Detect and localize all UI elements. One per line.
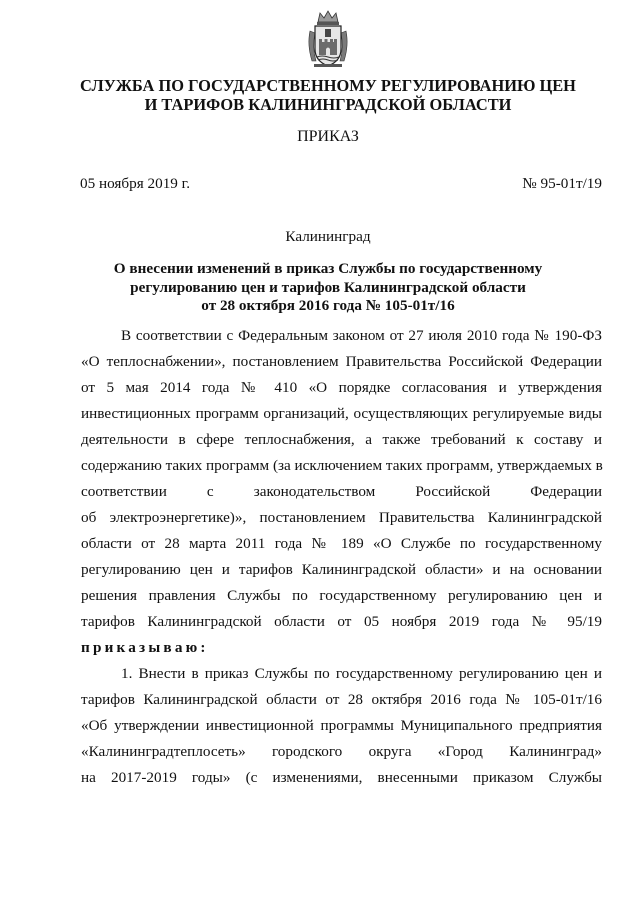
order-number: № 95-01т/19 [522,175,602,192]
preamble-line: регулированию цен и тарифов Калининградской области» и на основании [81,561,602,578]
order-title-line: регулированию цен и тарифов Калининградской области [130,278,526,296]
city-name: Калининград [285,228,371,245]
preamble-line: области от 28 марта 2011 года № 189 «О Службе по государственному [81,535,602,552]
order-body [81,323,602,791]
order-title-line: от 28 октября 2016 года № 105-01т/16 [201,297,455,314]
preamble-line: В соответствии с Федеральным законом от 27 июля 2010 года № 190-ФЗ [121,327,602,344]
organization-title [60,76,596,114]
preamble-line: об электроэнергетике)», постановлением Правительства Калининградской [81,509,602,526]
preamble-line: содержанию таких программ (за исключением таких программ, утверждаемых в [81,457,603,474]
organization-title-line-2: И ТАРИФОВ КАЛИНИНГРАДСКОЙ ОБЛАСТИ [144,95,512,114]
preamble-line: решения правления Службы по государственному регулированию цен и [81,587,602,604]
item-1-line: «Калининградтеплосеть» городского округа «Город Калининград» [81,743,602,760]
item-1-line: 1. Внести в приказ Службы по государственному регулированию цен и [121,665,602,682]
preamble-line: тарифов Калининградской области от 05 ноября 2019 года № 95/19 [81,613,602,630]
date-number-line [80,174,602,194]
item-1-line: тарифов Калининградской области от 28 октября 2016 года № 105-01т/16 [81,691,602,708]
item-1-line: «Об утверждении инвестиционной программы Муниципального предприятия [81,717,602,734]
order-date: 05 ноября 2019 г. [80,175,190,192]
item-1-line: на 2017-2019 годы» (с изменениями, внесенными приказом Службы [81,769,602,786]
preamble-line: деятельности в сфере теплоснабжения, а также требований к составу и [81,431,602,448]
document-type: ПРИКАЗ [297,128,359,145]
preamble-line: инвестиционных программ организаций, осуществляющих регулируемые виды [81,405,602,422]
order-title [60,260,596,316]
order-title-line: О внесении изменений в приказ Службы по государственному [113,260,543,277]
organization-title-line-1: СЛУЖБА ПО ГОСУДАРСТВЕННОМУ РЕГУЛИРОВАНИЮ ЦЕН [80,76,576,95]
preamble-line: соответствии с законодательством Российской Федерации [81,483,602,500]
preamble-line: «О теплоснабжении», постановлением Правительства Российской Федерации [81,353,602,370]
preamble-line: от 5 мая 2014 года № 410 «О порядке согласования и утверждения [81,379,602,396]
order-directive-word: приказываю: [81,639,209,656]
kaliningrad-oblast-coat-of-arms-icon [306,9,350,69]
